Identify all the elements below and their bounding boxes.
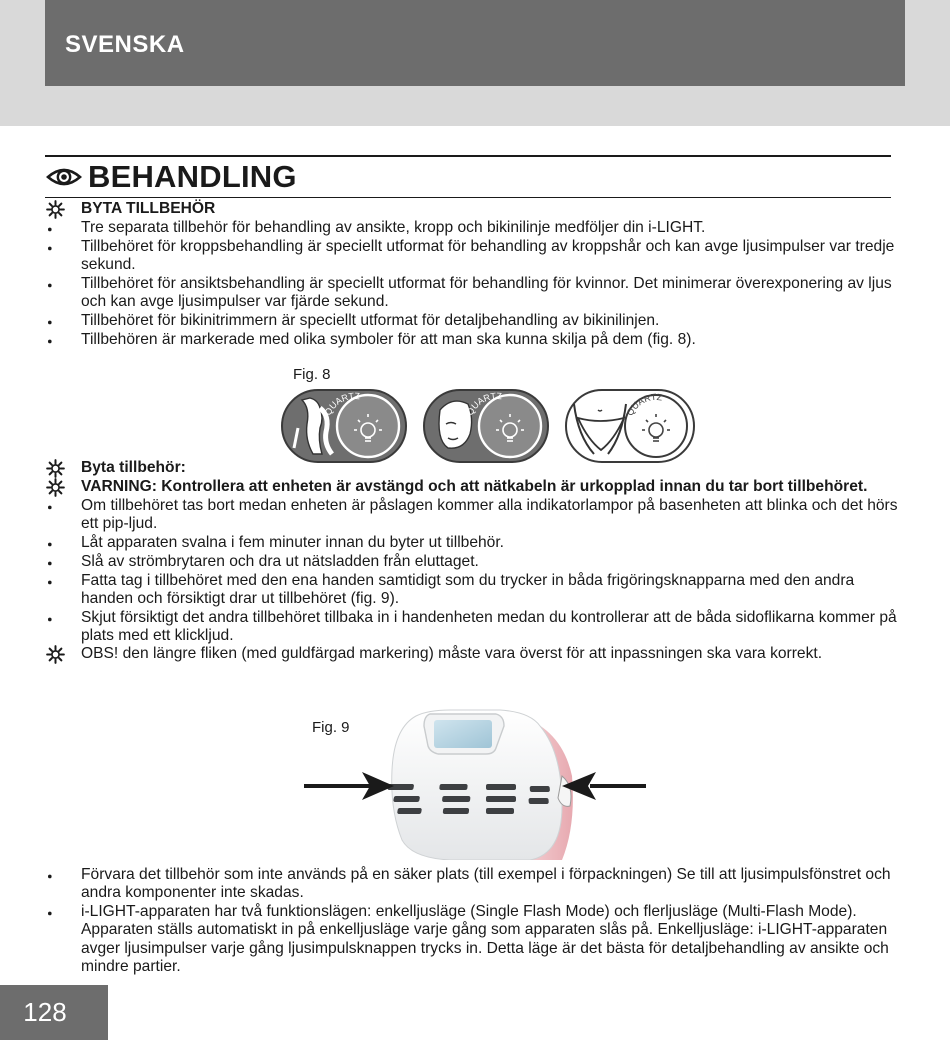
page-number: 128 xyxy=(23,997,67,1027)
bullet-icon xyxy=(46,275,81,294)
bikini-attachment-symbol xyxy=(566,390,694,462)
list-item: Låt apparaten svalna i fem minuter innan du byter ut tillbehör. xyxy=(46,534,898,553)
list-item: Skjut försiktigt det andra tillbehöret tillbaka in i handenheten medan du kontrollerar att de båda sidoflikarna kommer på plats med ett klickljud. xyxy=(46,609,898,646)
list-item: Slå av strömbrytaren och dra ut nätsladden från eluttaget. xyxy=(46,553,898,572)
list-item: VARNING: Kontrollera att enheten är avstängd och att nätkabeln är urkopplad innan du tar bort tillbehöret. xyxy=(46,478,898,497)
bullet-icon xyxy=(46,866,81,885)
list-item: Byta tillbehör: xyxy=(46,459,898,478)
press-arrow-left xyxy=(304,772,394,800)
list-item: BYTA TILLBEHÖR xyxy=(46,200,898,219)
list-item: i-LIGHT-apparaten har två funktionslägen: enkelljusläge (Single Flash Mode) och flerljusläge (Multi-Flash Mode). Apparaten ställs automatiskt in på enkelljusläge varje gång som apparaten slås på. Enkelljusläge: i-LIGHT-apparaten avger ljusimpulser varje gång ljusimpulsknappen trycks in. Detta läge är det bästa för detaljbehandling av ansikte och mindre partier. xyxy=(46,903,898,977)
fig8-attachment-symbols xyxy=(280,388,700,464)
body-attachment-symbol xyxy=(282,390,406,462)
list-item: Tre separata tillbehör för behandling av ansikte, kropp och bikinilinje medföljer din i-LIGHT. xyxy=(46,219,898,238)
face-silhouette-icon xyxy=(439,401,472,448)
section-rule-top xyxy=(45,155,891,157)
bullet-icon xyxy=(46,331,81,350)
bullet-icon xyxy=(46,312,81,331)
sun-icon xyxy=(46,200,81,219)
press-arrow-right xyxy=(562,772,646,800)
language-title: SVENSKA xyxy=(65,31,185,58)
fig9-label: Fig. 9 xyxy=(312,719,350,736)
bullet-icon xyxy=(46,553,81,572)
svg-text:QUARTZ: QUARTZ xyxy=(464,390,503,417)
block-change-accessories xyxy=(46,200,898,350)
bullet-icon xyxy=(46,497,81,516)
list-item: Tillbehöret för kroppsbehandling är speciellt utformat för behandling av kroppshår och kan avge ljusimpulser var tredje sekund. xyxy=(46,238,898,275)
eye-icon xyxy=(46,164,82,190)
bullet-icon xyxy=(46,534,81,553)
svg-text:QUARTZ: QUARTZ xyxy=(624,391,663,418)
sun-icon xyxy=(46,459,81,478)
sun-icon xyxy=(46,478,81,497)
list-item: Tillbehöret för ansiktsbehandling är speciellt utformat för behandling för kvinnor. Det minimerar överexponering av ljus och kan avge ljusimpulser var fjärde sekund. xyxy=(46,275,898,312)
bullet-icon xyxy=(46,903,81,922)
fig9-attachment-removal xyxy=(300,706,650,860)
section-rule-bottom xyxy=(45,197,891,198)
fig8-label: Fig. 8 xyxy=(293,366,331,383)
list-item: Om tillbehöret tas bort medan enheten är påslagen kommer alla indikatorlampor på basenheten att blinka och det hörs ett pip-ljud. xyxy=(46,497,898,534)
sun-icon xyxy=(46,645,81,664)
section-heading xyxy=(46,158,297,196)
face-attachment-symbol xyxy=(424,390,548,462)
bullet-icon xyxy=(46,219,81,238)
list-item: Tillbehören är markerade med olika symboler för att man ska kunna skilja på dem (fig. 8). xyxy=(46,331,898,350)
page-number-box xyxy=(0,985,108,1040)
list-item: Tillbehöret för bikinitrimmern är speciellt utformat för detaljbehandling av bikinilinjen. xyxy=(46,312,898,331)
section-title: BEHANDLING xyxy=(88,159,297,194)
bullet-icon xyxy=(46,609,81,628)
bullet-icon xyxy=(46,238,81,257)
list-item: Förvara det tillbehör som inte används på en säker plats (till exempel i förpackningen) Se till att ljusimpulsfönstret och andra komponenter inte skadas. xyxy=(46,866,898,903)
block-change-accessory-steps xyxy=(46,459,898,664)
language-header-bar xyxy=(45,0,905,86)
list-item: Fatta tag i tillbehöret med den ena handen samtidigt som du trycker in båda frigöringsknapparna med den andra handen och försiktigt drar ut tillbehöret (fig. 9). xyxy=(46,572,898,609)
bullet-icon xyxy=(46,572,81,591)
list-item: OBS! den längre fliken (med guldfärgad markering) måste vara överst för att inpassningen ska vara korrekt. xyxy=(46,645,898,664)
svg-text:QUARTZ: QUARTZ xyxy=(322,390,361,417)
block-storage-and-modes xyxy=(46,866,898,976)
